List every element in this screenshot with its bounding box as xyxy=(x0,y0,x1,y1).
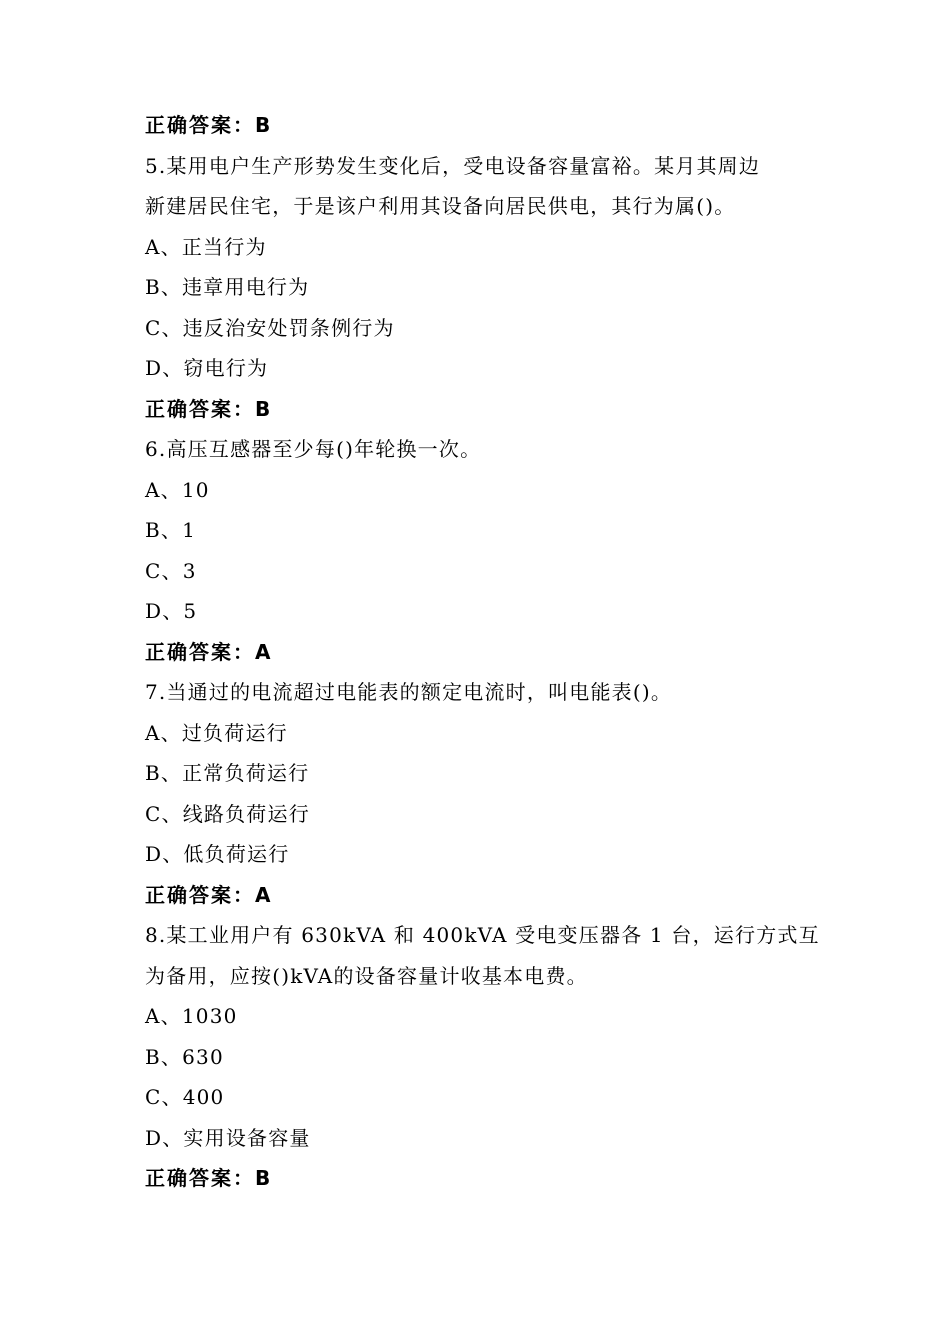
question-line: 6.高压互感器至少每()年轮换一次。 xyxy=(145,437,482,461)
option-line: A、10 xyxy=(145,477,210,502)
option-line: B、1 xyxy=(145,518,197,542)
answer-line: 正确答案：A xyxy=(145,882,273,907)
option-line: C、3 xyxy=(145,558,197,583)
option-line: B、正常负荷运行 xyxy=(145,761,310,785)
answer-line: 正确答案：B xyxy=(145,1166,273,1190)
question-line: 5.某用电户生产形势发生变化后，受电设备容量富裕。某月其周边 xyxy=(145,153,761,178)
option-line: C、线路负荷运行 xyxy=(145,801,310,826)
answer-line: 正确答案：B xyxy=(145,396,273,421)
answer-line: 正确答案：B xyxy=(145,113,273,137)
option-line: B、违章用电行为 xyxy=(145,275,310,299)
question-line: 新建居民住宅，于是该户利用其设备向居民供电，其行为属()。 xyxy=(145,194,736,218)
option-line: B、630 xyxy=(145,1044,224,1069)
question-line: 8.某工业用户有 630kVA 和 400kVA 受电变压器各 1 台，运行方式互 xyxy=(145,923,820,947)
option-line: D、低负荷运行 xyxy=(145,842,290,866)
answer-line: 正确答案：A xyxy=(145,639,273,664)
option-line: D、实用设备容量 xyxy=(145,1125,311,1150)
option-line: A、过负荷运行 xyxy=(145,720,288,745)
option-line: C、违反治安处罚条例行为 xyxy=(145,315,395,340)
question-line: 7.当通过的电流超过电能表的额定电流时，叫电能表()。 xyxy=(145,680,673,704)
option-line: D、窃电行为 xyxy=(145,356,269,380)
option-line: D、5 xyxy=(145,599,198,623)
question-line: 为备用，应按()kVA的设备容量计收基本电费。 xyxy=(145,963,588,988)
option-line: A、1030 xyxy=(145,1004,238,1028)
option-line: A、正当行为 xyxy=(145,234,267,259)
document-page xyxy=(145,105,825,1199)
option-line: C、400 xyxy=(145,1085,225,1109)
